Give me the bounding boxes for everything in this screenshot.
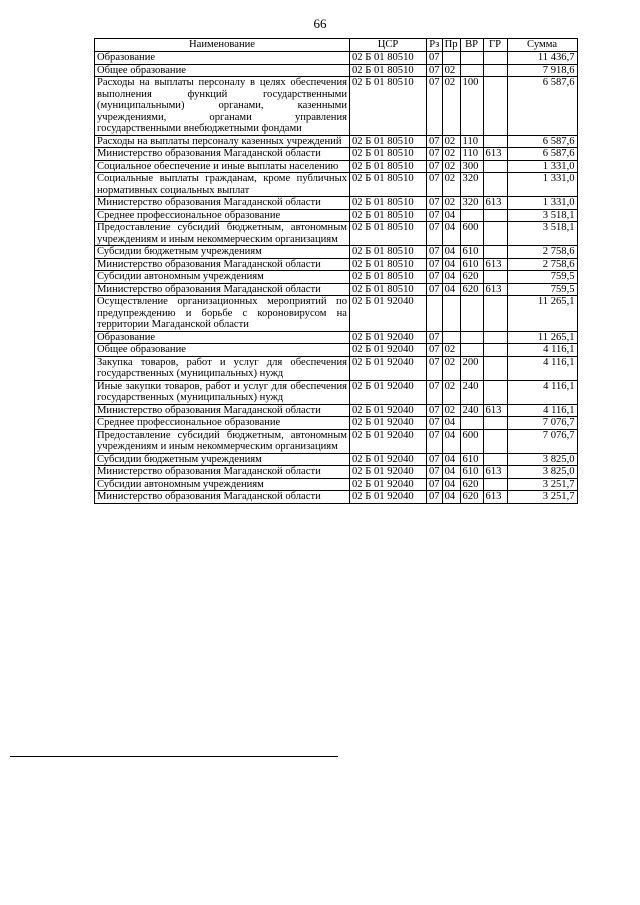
cell-rz: 07 bbox=[427, 148, 443, 161]
cell-vr: 620 bbox=[460, 478, 483, 491]
cell-vr: 600 bbox=[460, 429, 483, 453]
cell-rz: 07 bbox=[427, 356, 443, 380]
cell-vr: 620 bbox=[460, 491, 483, 504]
cell-csr: 02 Б 01 80510 bbox=[350, 209, 427, 222]
cell-name: Расходы на выплаты персоналу в целях обеспечения выполнения функций государственными (муниципальными) органами, казенными учреждениями, органами управления государственными внебюджетными фондами bbox=[95, 77, 350, 136]
cell-csr: 02 Б 01 92040 bbox=[350, 429, 427, 453]
table-row bbox=[95, 491, 578, 504]
table-row bbox=[95, 404, 578, 417]
cell-gr bbox=[483, 271, 507, 284]
cell-csr: 02 Б 01 80510 bbox=[350, 52, 427, 65]
cell-rz: 07 bbox=[427, 77, 443, 136]
cell-rz: 07 bbox=[427, 466, 443, 479]
table-row bbox=[95, 429, 578, 453]
cell-name: Министерство образования Магаданской области bbox=[95, 491, 350, 504]
cell-name: Иные закупки товаров, работ и услуг для обеспечения государственных (муниципальных) нужд bbox=[95, 380, 350, 404]
cell-pr: 02 bbox=[442, 77, 460, 136]
table-row bbox=[95, 173, 578, 197]
cell-name: Министерство образования Магаданской области bbox=[95, 197, 350, 210]
cell-vr: 600 bbox=[460, 222, 483, 246]
cell-vr: 610 bbox=[460, 453, 483, 466]
cell-rz: 07 bbox=[427, 197, 443, 210]
cell-sum: 4 116,1 bbox=[507, 344, 577, 357]
cell-csr: 02 Б 01 80510 bbox=[350, 258, 427, 271]
cell-gr bbox=[483, 64, 507, 77]
table-row bbox=[95, 271, 578, 284]
cell-name: Образование bbox=[95, 331, 350, 344]
table-row bbox=[95, 160, 578, 173]
cell-pr bbox=[442, 52, 460, 65]
cell-sum: 4 116,1 bbox=[507, 404, 577, 417]
cell-name: Осуществление организационных мероприятий по предупреждению и борьбе с короновирусом на территории Магаданской области bbox=[95, 296, 350, 332]
cell-name: Закупка товаров, работ и услуг для обеспечения государственных (муниципальных) нужд bbox=[95, 356, 350, 380]
cell-name: Министерство образования Магаданской области bbox=[95, 404, 350, 417]
footnote-divider bbox=[10, 756, 338, 757]
cell-rz: 07 bbox=[427, 404, 443, 417]
cell-csr: 02 Б 01 80510 bbox=[350, 283, 427, 296]
cell-name: Образование bbox=[95, 52, 350, 65]
cell-csr: 02 Б 01 80510 bbox=[350, 222, 427, 246]
table-row bbox=[95, 258, 578, 271]
cell-name: Социальные выплаты гражданам, кроме публичных нормативных социальных выплат bbox=[95, 173, 350, 197]
cell-vr bbox=[460, 296, 483, 332]
cell-rz: 07 bbox=[427, 160, 443, 173]
header-name: Наименование bbox=[95, 39, 350, 52]
cell-gr bbox=[483, 173, 507, 197]
cell-rz: 07 bbox=[427, 478, 443, 491]
cell-gr bbox=[483, 246, 507, 259]
cell-rz: 07 bbox=[427, 173, 443, 197]
cell-rz: 07 bbox=[427, 246, 443, 259]
cell-rz: 07 bbox=[427, 331, 443, 344]
cell-pr: 02 bbox=[442, 160, 460, 173]
cell-name: Министерство образования Магаданской области bbox=[95, 283, 350, 296]
cell-pr: 02 bbox=[442, 344, 460, 357]
table-row bbox=[95, 64, 578, 77]
cell-sum: 3 825,0 bbox=[507, 466, 577, 479]
cell-pr: 04 bbox=[442, 283, 460, 296]
page-number: 66 bbox=[313, 16, 327, 31]
budget-table bbox=[94, 38, 578, 504]
table-row bbox=[95, 478, 578, 491]
header-gr: ГР bbox=[483, 39, 507, 52]
cell-sum: 7 076,7 bbox=[507, 417, 577, 430]
header-vr: ВР bbox=[460, 39, 483, 52]
cell-name: Предоставление субсидий бюджетным, автономным учреждениям и иным некоммерческим организациям bbox=[95, 429, 350, 453]
cell-pr: 02 bbox=[442, 64, 460, 77]
cell-vr: 620 bbox=[460, 271, 483, 284]
cell-rz: 07 bbox=[427, 222, 443, 246]
cell-sum: 11 265,1 bbox=[507, 296, 577, 332]
table-row bbox=[95, 222, 578, 246]
cell-gr: 613 bbox=[483, 258, 507, 271]
header-pr: Пр bbox=[442, 39, 460, 52]
table-row bbox=[95, 135, 578, 148]
cell-rz: 07 bbox=[427, 258, 443, 271]
cell-pr: 02 bbox=[442, 380, 460, 404]
cell-gr bbox=[483, 296, 507, 332]
cell-sum: 3 251,7 bbox=[507, 478, 577, 491]
cell-name: Среднее профессиональное образование bbox=[95, 417, 350, 430]
cell-gr bbox=[483, 135, 507, 148]
cell-rz: 07 bbox=[427, 52, 443, 65]
cell-csr: 02 Б 01 80510 bbox=[350, 246, 427, 259]
cell-vr: 200 bbox=[460, 356, 483, 380]
cell-pr: 04 bbox=[442, 491, 460, 504]
cell-pr: 02 bbox=[442, 197, 460, 210]
cell-name: Общее образование bbox=[95, 64, 350, 77]
cell-rz: 07 bbox=[427, 417, 443, 430]
table-row bbox=[95, 246, 578, 259]
cell-gr bbox=[483, 478, 507, 491]
cell-vr bbox=[460, 52, 483, 65]
cell-csr: 02 Б 01 80510 bbox=[350, 271, 427, 284]
table-row bbox=[95, 148, 578, 161]
cell-sum: 1 331,0 bbox=[507, 160, 577, 173]
cell-rz: 07 bbox=[427, 380, 443, 404]
table-header-row bbox=[95, 39, 578, 52]
cell-csr: 02 Б 01 92040 bbox=[350, 331, 427, 344]
cell-gr bbox=[483, 344, 507, 357]
cell-gr bbox=[483, 429, 507, 453]
cell-rz: 07 bbox=[427, 429, 443, 453]
cell-sum: 7 076,7 bbox=[507, 429, 577, 453]
cell-vr: 300 bbox=[460, 160, 483, 173]
cell-rz: 07 bbox=[427, 453, 443, 466]
cell-vr: 240 bbox=[460, 404, 483, 417]
cell-sum: 11 265,1 bbox=[507, 331, 577, 344]
table-row bbox=[95, 209, 578, 222]
cell-pr: 04 bbox=[442, 258, 460, 271]
cell-sum: 4 116,1 bbox=[507, 356, 577, 380]
cell-csr: 02 Б 01 80510 bbox=[350, 148, 427, 161]
cell-rz: 07 bbox=[427, 135, 443, 148]
cell-pr: 02 bbox=[442, 356, 460, 380]
cell-vr: 240 bbox=[460, 380, 483, 404]
cell-vr: 620 bbox=[460, 283, 483, 296]
cell-vr: 610 bbox=[460, 258, 483, 271]
cell-pr: 02 bbox=[442, 148, 460, 161]
cell-vr bbox=[460, 344, 483, 357]
table-row bbox=[95, 356, 578, 380]
cell-gr bbox=[483, 52, 507, 65]
cell-name: Субсидии автономным учреждениям bbox=[95, 271, 350, 284]
cell-csr: 02 Б 01 92040 bbox=[350, 466, 427, 479]
cell-sum: 759,5 bbox=[507, 283, 577, 296]
cell-pr: 02 bbox=[442, 404, 460, 417]
cell-pr: 04 bbox=[442, 271, 460, 284]
cell-gr: 613 bbox=[483, 404, 507, 417]
cell-name: Предоставление субсидий бюджетным, автономным учреждениям и иным некоммерческим организациям bbox=[95, 222, 350, 246]
cell-csr: 02 Б 01 92040 bbox=[350, 356, 427, 380]
cell-gr: 613 bbox=[483, 148, 507, 161]
cell-name: Субсидии автономным учреждениям bbox=[95, 478, 350, 491]
cell-sum: 6 587,6 bbox=[507, 148, 577, 161]
header-sum: Сумма bbox=[507, 39, 577, 52]
cell-csr: 02 Б 01 80510 bbox=[350, 160, 427, 173]
cell-gr bbox=[483, 380, 507, 404]
cell-vr bbox=[460, 331, 483, 344]
cell-vr: 610 bbox=[460, 466, 483, 479]
cell-gr: 613 bbox=[483, 283, 507, 296]
cell-pr: 04 bbox=[442, 478, 460, 491]
cell-name: Министерство образования Магаданской области bbox=[95, 466, 350, 479]
cell-csr: 02 Б 01 92040 bbox=[350, 296, 427, 332]
cell-rz: 07 bbox=[427, 64, 443, 77]
table-row bbox=[95, 453, 578, 466]
table-row bbox=[95, 466, 578, 479]
cell-name: Социальное обеспечение и иные выплаты населению bbox=[95, 160, 350, 173]
cell-sum: 1 331,0 bbox=[507, 173, 577, 197]
cell-vr: 110 bbox=[460, 148, 483, 161]
cell-csr: 02 Б 01 92040 bbox=[350, 417, 427, 430]
cell-sum: 759,5 bbox=[507, 271, 577, 284]
cell-name: Среднее профессиональное образование bbox=[95, 209, 350, 222]
cell-name: Субсидии бюджетным учреждениям bbox=[95, 453, 350, 466]
cell-vr: 320 bbox=[460, 197, 483, 210]
cell-rz: 07 bbox=[427, 271, 443, 284]
cell-sum: 6 587,6 bbox=[507, 135, 577, 148]
cell-pr: 04 bbox=[442, 466, 460, 479]
table-row bbox=[95, 52, 578, 65]
cell-sum: 3 518,1 bbox=[507, 222, 577, 246]
cell-sum: 7 918,6 bbox=[507, 64, 577, 77]
cell-sum: 2 758,6 bbox=[507, 246, 577, 259]
cell-pr: 04 bbox=[442, 209, 460, 222]
cell-pr: 04 bbox=[442, 429, 460, 453]
cell-gr: 613 bbox=[483, 466, 507, 479]
cell-rz: 07 bbox=[427, 491, 443, 504]
cell-csr: 02 Б 01 80510 bbox=[350, 135, 427, 148]
cell-gr: 613 bbox=[483, 197, 507, 210]
cell-csr: 02 Б 01 80510 bbox=[350, 173, 427, 197]
table-row bbox=[95, 331, 578, 344]
cell-gr bbox=[483, 331, 507, 344]
cell-rz: 07 bbox=[427, 344, 443, 357]
cell-name: Расходы на выплаты персоналу казенных учреждений bbox=[95, 135, 350, 148]
table-row bbox=[95, 380, 578, 404]
cell-gr bbox=[483, 77, 507, 136]
cell-sum: 3 251,7 bbox=[507, 491, 577, 504]
header-rz: Рз bbox=[427, 39, 443, 52]
cell-csr: 02 Б 01 92040 bbox=[350, 344, 427, 357]
cell-csr: 02 Б 01 92040 bbox=[350, 453, 427, 466]
table-row bbox=[95, 77, 578, 136]
cell-gr: 613 bbox=[483, 491, 507, 504]
cell-pr: 04 bbox=[442, 453, 460, 466]
cell-sum: 3 825,0 bbox=[507, 453, 577, 466]
table-body bbox=[95, 52, 578, 504]
cell-pr: 04 bbox=[442, 222, 460, 246]
cell-csr: 02 Б 01 92040 bbox=[350, 478, 427, 491]
cell-sum: 3 518,1 bbox=[507, 209, 577, 222]
cell-pr: 04 bbox=[442, 246, 460, 259]
cell-name: Министерство образования Магаданской области bbox=[95, 148, 350, 161]
cell-csr: 02 Б 01 92040 bbox=[350, 404, 427, 417]
cell-name: Субсидии бюджетным учреждениям bbox=[95, 246, 350, 259]
cell-gr bbox=[483, 453, 507, 466]
cell-sum: 4 116,1 bbox=[507, 380, 577, 404]
cell-rz: 07 bbox=[427, 209, 443, 222]
cell-sum: 1 331,0 bbox=[507, 197, 577, 210]
cell-gr bbox=[483, 417, 507, 430]
cell-vr: 100 bbox=[460, 77, 483, 136]
cell-vr: 320 bbox=[460, 173, 483, 197]
cell-vr bbox=[460, 209, 483, 222]
cell-name: Общее образование bbox=[95, 344, 350, 357]
cell-pr: 02 bbox=[442, 135, 460, 148]
cell-csr: 02 Б 01 92040 bbox=[350, 491, 427, 504]
table-row bbox=[95, 296, 578, 332]
cell-csr: 02 Б 01 80510 bbox=[350, 77, 427, 136]
cell-gr bbox=[483, 222, 507, 246]
cell-vr: 110 bbox=[460, 135, 483, 148]
table-row bbox=[95, 417, 578, 430]
cell-csr: 02 Б 01 80510 bbox=[350, 64, 427, 77]
cell-sum: 11 436,7 bbox=[507, 52, 577, 65]
cell-pr bbox=[442, 296, 460, 332]
cell-pr: 02 bbox=[442, 173, 460, 197]
cell-sum: 6 587,6 bbox=[507, 77, 577, 136]
cell-vr: 610 bbox=[460, 246, 483, 259]
cell-csr: 02 Б 01 92040 bbox=[350, 380, 427, 404]
header-csr: ЦСР bbox=[350, 39, 427, 52]
cell-pr bbox=[442, 331, 460, 344]
cell-vr bbox=[460, 417, 483, 430]
cell-sum: 2 758,6 bbox=[507, 258, 577, 271]
cell-gr bbox=[483, 356, 507, 380]
cell-csr: 02 Б 01 80510 bbox=[350, 197, 427, 210]
cell-gr bbox=[483, 209, 507, 222]
cell-name: Министерство образования Магаданской области bbox=[95, 258, 350, 271]
cell-vr bbox=[460, 64, 483, 77]
table-row bbox=[95, 197, 578, 210]
cell-rz bbox=[427, 296, 443, 332]
cell-gr bbox=[483, 160, 507, 173]
table-row bbox=[95, 283, 578, 296]
table-row bbox=[95, 344, 578, 357]
cell-pr: 04 bbox=[442, 417, 460, 430]
cell-rz: 07 bbox=[427, 283, 443, 296]
